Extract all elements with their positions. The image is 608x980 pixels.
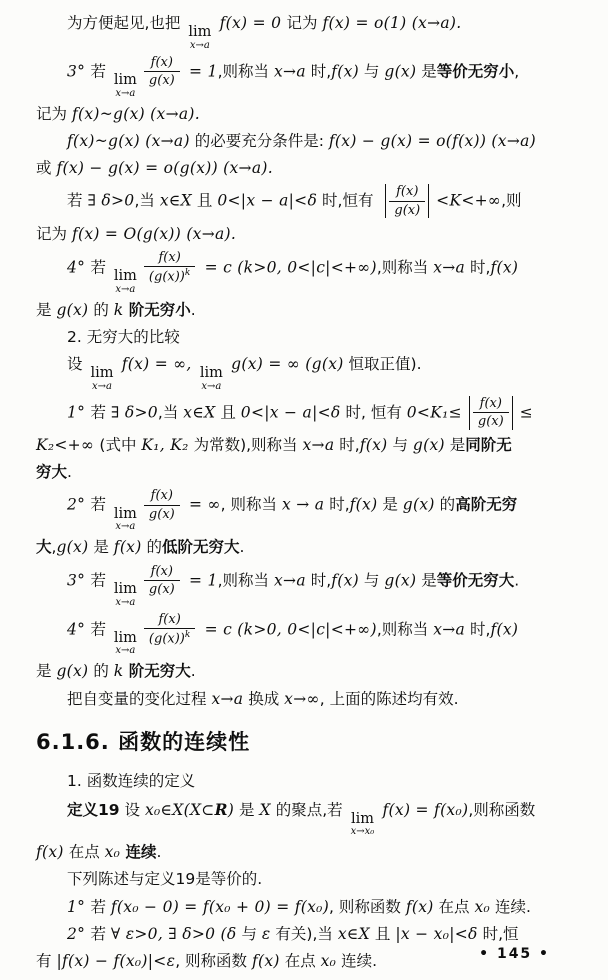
limit-expression [90, 366, 113, 392]
math-text: g(x) [56, 662, 89, 681]
text-line [36, 12, 580, 51]
math-text: g(x) [56, 300, 89, 319]
body-text: 若 [90, 258, 111, 277]
fraction-expression [466, 396, 516, 430]
math-text: R [214, 799, 228, 819]
body-text: ,则 [501, 191, 522, 210]
body-text: ,则称当 [376, 619, 434, 638]
math-text: x₀∈X(X⊂ [144, 800, 215, 819]
lim-word: lim [90, 365, 114, 382]
text-line [36, 612, 580, 657]
body-text: 的 [88, 300, 114, 319]
bold-text: 阶无穷大 [128, 662, 191, 681]
text-line [36, 103, 580, 126]
absolute-value-bar [512, 396, 513, 430]
body-text: ,当 [134, 191, 160, 210]
math-text: 0<|x − a|<δ [217, 191, 318, 210]
text-line [36, 660, 580, 683]
math-text: x∈X [183, 403, 216, 422]
body-text: 是 [416, 62, 437, 81]
body-text: 的 [434, 495, 456, 514]
math-text: f(x)~g(x) (x→a). [71, 104, 200, 123]
text-line [36, 688, 580, 711]
math-text: 2° [67, 924, 91, 943]
text-line [36, 923, 580, 946]
body-text: 记为 [286, 14, 323, 32]
body-text: 若 [90, 403, 111, 422]
body-text: 若 [67, 191, 88, 210]
math-text: x∈X [159, 191, 192, 210]
body-text: 是 [234, 800, 260, 819]
limit-expression [114, 269, 137, 295]
body-text: , [51, 538, 57, 557]
text-line [36, 223, 580, 246]
bold-text: 低阶无穷大 [162, 538, 240, 557]
math-text: x→a [211, 689, 244, 708]
math-text: x₀ [320, 952, 337, 971]
fraction-denominator: g(x) [473, 412, 509, 430]
body-text: 是 [36, 662, 57, 681]
fraction-denominator: g(x) [144, 580, 180, 598]
body-text: ,则称函数 [468, 800, 536, 819]
body-text: 与 [387, 435, 413, 454]
body-text: . [514, 571, 520, 590]
fraction-numerator: f(x) [158, 611, 181, 627]
text-line [36, 326, 580, 349]
body-text: 1. 函数连续的定义 [67, 772, 196, 791]
body-text: 连续. [336, 952, 378, 971]
math-text: ≤ [519, 403, 533, 422]
body-text: 是 [36, 300, 57, 319]
math-text: f(x) [251, 952, 280, 971]
text-line [36, 896, 580, 919]
body-text: 时, [305, 62, 332, 81]
fraction-denominator: g(x) [144, 505, 180, 523]
math-text: g(x) [402, 495, 435, 514]
section-heading [36, 727, 580, 759]
body-text: 的 [141, 538, 162, 557]
text-line [36, 130, 580, 153]
body-text: 是 [444, 435, 466, 454]
fraction-expression [382, 184, 432, 218]
body-text: 恒取正值). [343, 355, 422, 374]
lim-subscript: x→a [201, 380, 222, 392]
lim-word: lim [113, 629, 137, 646]
limit-expression [114, 73, 137, 99]
body-text: . [190, 662, 196, 681]
body-text: 是 [377, 495, 403, 514]
body-text: 的必要充分条件是: [189, 131, 329, 150]
math-text: K₂<+∞ [36, 435, 100, 454]
fraction-denominator: $(g(x))^k$ [144, 628, 195, 647]
body-text: 与 [359, 571, 385, 590]
text-line [36, 299, 580, 322]
math-text: f(x₀ − 0) = f(x₀ + 0) = f(x₀) [110, 897, 330, 916]
lim-word: lim [350, 810, 374, 827]
body-text: , [514, 62, 520, 81]
body-text: 时, [465, 258, 491, 277]
math-text: x₀ [474, 897, 491, 916]
limit-expression [114, 582, 137, 608]
math-text: 0<K₁≤ [406, 403, 462, 422]
math-text: k [113, 300, 129, 319]
text-line [36, 564, 580, 608]
body-text: 记为 [36, 224, 72, 243]
math-text: |f(x) − f(x₀)|<ε [56, 952, 176, 971]
math-text: 2° [67, 495, 91, 514]
math-text: f(x) [331, 62, 359, 81]
bold-text: 大 [36, 538, 52, 557]
math-text: g(x) [384, 571, 417, 590]
math-text: = c (k>0, 0<|c|<+∞) [199, 258, 377, 277]
math-text: f(x) − g(x) = o(f(x)) (x→a) [328, 131, 536, 150]
absolute-value-bar [385, 184, 386, 218]
math-text: x→∞ [284, 689, 320, 708]
text-line [36, 55, 580, 99]
body-text: 把自变量的变化过程 [67, 689, 212, 708]
bold-text: 连续 [125, 843, 157, 862]
body-text: 2. 无穷大的比较 [67, 327, 180, 346]
math-text: 4° [67, 258, 91, 277]
fraction-denominator: $(g(x))^k$ [144, 266, 195, 285]
text-line [36, 353, 580, 392]
math-text: x∈X [337, 924, 370, 943]
math-text: K₁, K₂ [141, 435, 189, 454]
bold-text: 等价无穷大 [436, 571, 515, 590]
body-text: , 则称函数 [175, 952, 252, 971]
exponent: k [184, 630, 191, 641]
fraction-stack [144, 612, 195, 648]
fraction-stack [389, 184, 425, 218]
body-text: 且 [370, 924, 396, 943]
math-text: f(x) [349, 495, 378, 514]
math-text: f(x) [405, 897, 434, 916]
body-text: 记为 [36, 104, 72, 123]
math-text: x₀ [104, 843, 126, 862]
body-text: 且 [191, 191, 218, 210]
body-text: 时, [305, 571, 332, 590]
body-text: (式中 [99, 435, 142, 454]
text-line [36, 157, 580, 180]
body-text: 在点 [279, 952, 321, 971]
limit-expression [351, 812, 375, 838]
body-text: 换成 [243, 689, 285, 708]
fraction-stack [144, 488, 180, 522]
math-text: ∃ δ>0 [110, 403, 158, 422]
lim-subscript: x→a [189, 39, 210, 51]
body-text: , 上面的陈述均有效. [319, 689, 459, 708]
body-text: 设 [119, 800, 145, 819]
body-text: 若 [90, 619, 111, 638]
body-text: , 则称函数 [329, 897, 406, 916]
math-text: = c (k>0, 0<|c|<+∞) [199, 619, 377, 638]
text-line [36, 798, 580, 838]
lim-subscript: x→x₀ [350, 826, 375, 838]
math-text: f(x) = f(x₀) [377, 800, 469, 819]
page-content [0, 12, 608, 973]
body-text: 为方便起见,也把 [67, 14, 186, 32]
body-text: , 则称当 [220, 495, 282, 514]
body-text: 若 [90, 62, 111, 81]
body-text: 时,恒 [477, 924, 519, 943]
fraction-numerator: f(x) [150, 54, 173, 70]
body-text: 时, [465, 619, 491, 638]
fraction-stack [473, 396, 509, 430]
absolute-value-bar [428, 184, 429, 218]
text-line [36, 488, 580, 532]
fraction-expression [144, 488, 180, 522]
math-text: |x − x₀|<δ [395, 924, 478, 943]
fraction-numerator: f(x) [396, 184, 419, 200]
body-text: ,则称当 [376, 258, 434, 277]
math-text: f(x) = ∞, [116, 355, 197, 374]
lim-subscript: x→a [115, 521, 136, 533]
math-text: 3° [67, 62, 91, 81]
math-text: f(x) = O(g(x)) (x→a). [71, 224, 237, 243]
text-line [36, 868, 580, 891]
lim-word: lim [188, 24, 212, 40]
body-text: . [156, 843, 162, 862]
fraction-stack [144, 55, 180, 89]
math-text: x→a [273, 571, 306, 590]
body-text: ,则称当 [217, 571, 274, 590]
body-text: 时, [324, 495, 350, 514]
body-text: 设 [67, 355, 88, 374]
fraction-stack [144, 250, 195, 286]
body-text: 若 [90, 924, 111, 943]
lim-word: lim [113, 268, 137, 285]
fraction-expression [144, 564, 180, 598]
math-text: ) [227, 800, 235, 819]
exponent: k [184, 268, 191, 279]
math-text: f(x) [490, 619, 519, 638]
math-text: ∀ ε>0, ∃ δ>0 (δ [110, 924, 237, 943]
math-text: g(x) [56, 538, 89, 557]
fraction-numerator: f(x) [150, 563, 173, 579]
bold-text: 同阶无 [465, 435, 512, 454]
math-text: = 1 [183, 571, 218, 590]
math-text: f(x) = 0 [214, 14, 287, 32]
text-line [36, 461, 580, 484]
math-text: ε [261, 924, 271, 943]
body-text: . [67, 462, 72, 481]
lim-subscript: x→a [115, 87, 136, 99]
math-text: 1° [67, 403, 91, 422]
text-line [36, 184, 580, 218]
body-text: 的 [88, 662, 114, 681]
body-text: 若 [90, 495, 111, 514]
text-line [36, 770, 580, 793]
text-line [36, 250, 580, 295]
math-text: x→a [302, 435, 335, 454]
fraction-stack [144, 564, 180, 598]
text-line [36, 536, 580, 559]
math-text: ∃ δ>0 [87, 191, 135, 210]
lim-subscript: x→a [115, 283, 136, 295]
math-text: 4° [67, 619, 91, 638]
text-line [36, 841, 580, 864]
body-text: 若 [90, 897, 111, 916]
fraction-expression [144, 55, 180, 89]
math-text: k [113, 662, 129, 681]
math-text: g(x) [412, 435, 445, 454]
fraction-numerator: f(x) [150, 488, 173, 504]
bold-text: 阶无穷小 [128, 300, 191, 319]
math-text: 1° [67, 897, 91, 916]
math-text: g(x) = ∞ (g(x) [225, 355, 344, 374]
math-text: g(x) [384, 62, 417, 81]
body-text: 连续. [490, 897, 531, 916]
text-line [36, 434, 580, 457]
body-text: 下列陈述与定义19是等价的. [67, 870, 263, 889]
text-line [36, 396, 580, 430]
bold-text: 定义19 [67, 800, 120, 819]
body-text: 或 [36, 159, 57, 178]
body-text: 为常数),则称当 [188, 435, 303, 454]
fraction-expression [144, 250, 195, 286]
body-text: 6.1.6. 函数的连续性 [36, 729, 251, 754]
body-text: 与 [359, 62, 385, 81]
body-text: . [239, 538, 245, 557]
lim-word: lim [113, 72, 137, 89]
fraction-numerator: f(x) [479, 395, 502, 411]
limit-expression [188, 25, 211, 51]
math-text: f(x) = o(1) (x→a). [322, 14, 462, 32]
math-text: 3° [67, 571, 91, 590]
lim-word: lim [113, 581, 137, 598]
body-text: 时, 恒有 [340, 403, 407, 422]
math-text: = ∞ [183, 495, 221, 514]
limit-expression [114, 507, 137, 533]
math-text: 0<|x − a|<δ [240, 403, 341, 422]
body-text: 是 [88, 538, 114, 557]
math-text: f(x) [490, 258, 519, 277]
fraction-expression [144, 612, 195, 648]
body-text: 时,恒有 [317, 191, 379, 210]
absolute-value-bar [469, 396, 470, 430]
lim-subscript: x→a [115, 645, 136, 657]
math-text: f(x) [359, 435, 388, 454]
bold-text: 穷大 [36, 462, 68, 481]
fraction-denominator: g(x) [389, 201, 425, 219]
body-text: 且 [215, 403, 241, 422]
math-text: f(x) − g(x) = o(g(x)) (x→a). [56, 159, 273, 178]
fraction-numerator: f(x) [158, 249, 181, 265]
math-text: f(x) [113, 538, 142, 557]
math-text: x→a [433, 619, 466, 638]
lim-word: lim [199, 365, 223, 382]
bold-text: 高阶无穷 [455, 495, 518, 514]
math-text: X [259, 800, 271, 819]
math-text: x→a [433, 258, 466, 277]
body-text: 在点 [433, 897, 475, 916]
body-text: 若 [90, 571, 111, 590]
math-text: x → a [281, 495, 325, 514]
body-text: 在点 [63, 843, 105, 862]
bold-text: 等价无穷小 [436, 62, 515, 81]
math-text: x→a [273, 62, 306, 81]
lim-subscript: x→a [91, 380, 112, 392]
body-text: ,当 [157, 403, 184, 422]
page-number: • 145 • [479, 946, 550, 962]
math-text: f(x)~g(x) (x→a) [67, 131, 190, 150]
limit-expression [114, 631, 137, 657]
body-text: 有关),当 [270, 924, 338, 943]
body-text: 时, [334, 435, 360, 454]
fraction-denominator: g(x) [144, 71, 180, 89]
body-text: 与 [236, 924, 262, 943]
body-text: 是 [416, 571, 437, 590]
body-text: 有 [36, 952, 57, 971]
body-text: . [190, 300, 196, 319]
math-text: f(x) [331, 571, 359, 590]
lim-subscript: x→a [115, 596, 136, 608]
math-text: f(x) [36, 843, 64, 862]
body-text: 的聚点,若 [270, 800, 348, 819]
limit-expression [200, 366, 223, 392]
body-text: ,则称当 [217, 62, 274, 81]
lim-word: lim [113, 505, 137, 522]
math-text: <K<+∞ [436, 191, 502, 210]
math-text: = 1 [183, 62, 218, 81]
